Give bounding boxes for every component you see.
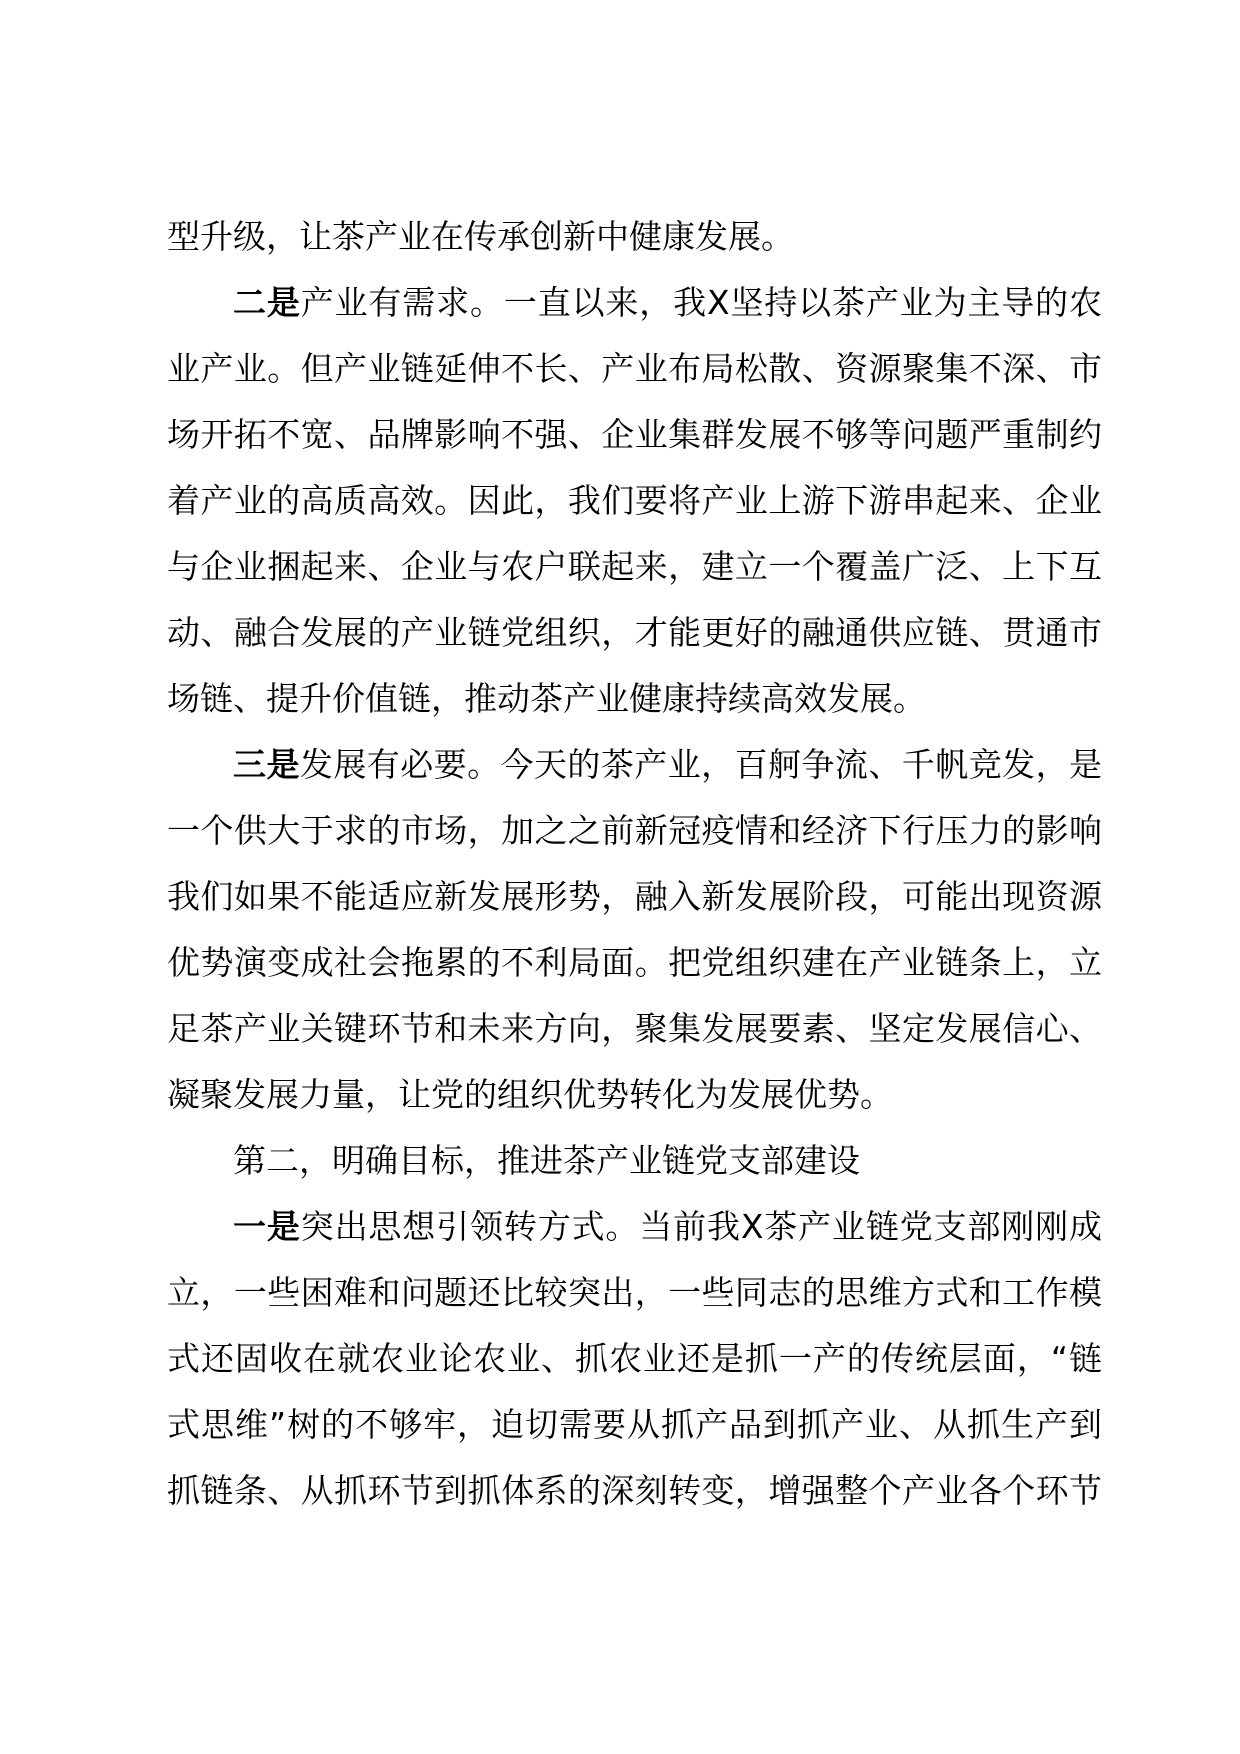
text-line	[167, 1458, 1102, 1524]
text-line	[167, 1260, 1102, 1326]
line-text: 凝聚发展力量，让党的组织优势转化为发展优势。	[167, 1075, 893, 1114]
text-line	[167, 270, 1102, 336]
line-text: 一个供大于求的市场，加之之前新冠疫情和经济下行压力的影响	[167, 811, 1102, 850]
line-text: 型升级，让茶产业在传承创新中健康发展。	[167, 217, 794, 256]
line-text: 优势演变成社会拖累的不利局面。把党组织建在产业链条上，立	[167, 943, 1102, 982]
section-heading	[167, 1128, 1102, 1194]
text-line	[167, 864, 1102, 930]
text-line	[167, 402, 1102, 468]
text-line	[167, 600, 1102, 666]
text-line	[167, 1326, 1102, 1392]
text-line	[167, 336, 1102, 402]
text-line	[167, 732, 1102, 798]
line-text: 动、融合发展的产业链党组织，才能更好的融通供应链、贯通市	[167, 613, 1102, 652]
line-text: 场链、提升价值链，推动茶产业健康持续高效发展。	[167, 679, 926, 718]
line-text: 场开拓不宽、品牌影响不强、企业集群发展不够等问题严重制约	[167, 415, 1102, 454]
document-page	[167, 204, 1102, 1524]
line-text: 立，一些困难和问题还比较突出，一些同志的思维方式和工作模	[167, 1273, 1102, 1312]
text-line	[167, 1194, 1102, 1260]
text-line	[167, 204, 1102, 270]
line-text: 抓链条、从抓环节到抓体系的深刻转变，增强整个产业各个环节	[167, 1471, 1102, 1510]
text-line	[167, 930, 1102, 996]
line-text: 业产业。但产业链延伸不长、产业布局松散、资源聚集不深、市	[167, 349, 1102, 388]
text-line	[167, 468, 1102, 534]
text-line	[167, 534, 1102, 600]
line-text: 式还固收在就农业论农业、抓农业还是抓一产的传统层面，“链	[167, 1339, 1102, 1378]
text-line	[167, 666, 1102, 732]
line-text: 第二，明确目标，推进茶产业链党支部建设	[233, 1141, 860, 1180]
line-text: 着产业的高质高效。因此，我们要将产业上游下游串起来、企业	[167, 481, 1102, 520]
line-text: 与企业捆起来、企业与农户联起来，建立一个覆盖广泛、上下互	[167, 547, 1102, 586]
line-text: 式思维”树的不够牢，迫切需要从抓产品到抓产业、从抓生产到	[167, 1405, 1102, 1444]
line-text: 发展有必要。今天的茶产业，百舸争流、千帆竞发，是	[299, 745, 1103, 784]
line-text: 足茶产业关键环节和未来方向，聚集发展要素、坚定发展信心、	[167, 1009, 1102, 1048]
text-line	[167, 996, 1102, 1062]
line-lead-bold: 三是	[233, 745, 300, 784]
text-line	[167, 1392, 1102, 1458]
line-text: 突出思想引领转方式。当前我X茶产业链党支部刚刚成	[300, 1207, 1103, 1246]
line-text: 我们如果不能适应新发展形势，融入新发展阶段，可能出现资源	[167, 877, 1102, 916]
text-line	[167, 798, 1102, 864]
line-lead-bold: 一是	[233, 1207, 301, 1246]
text-line	[167, 1062, 1102, 1128]
line-lead-bold: 二是	[233, 283, 301, 322]
line-text: 产业有需求。一直以来，我X坚持以茶产业为主导的农	[300, 283, 1103, 322]
